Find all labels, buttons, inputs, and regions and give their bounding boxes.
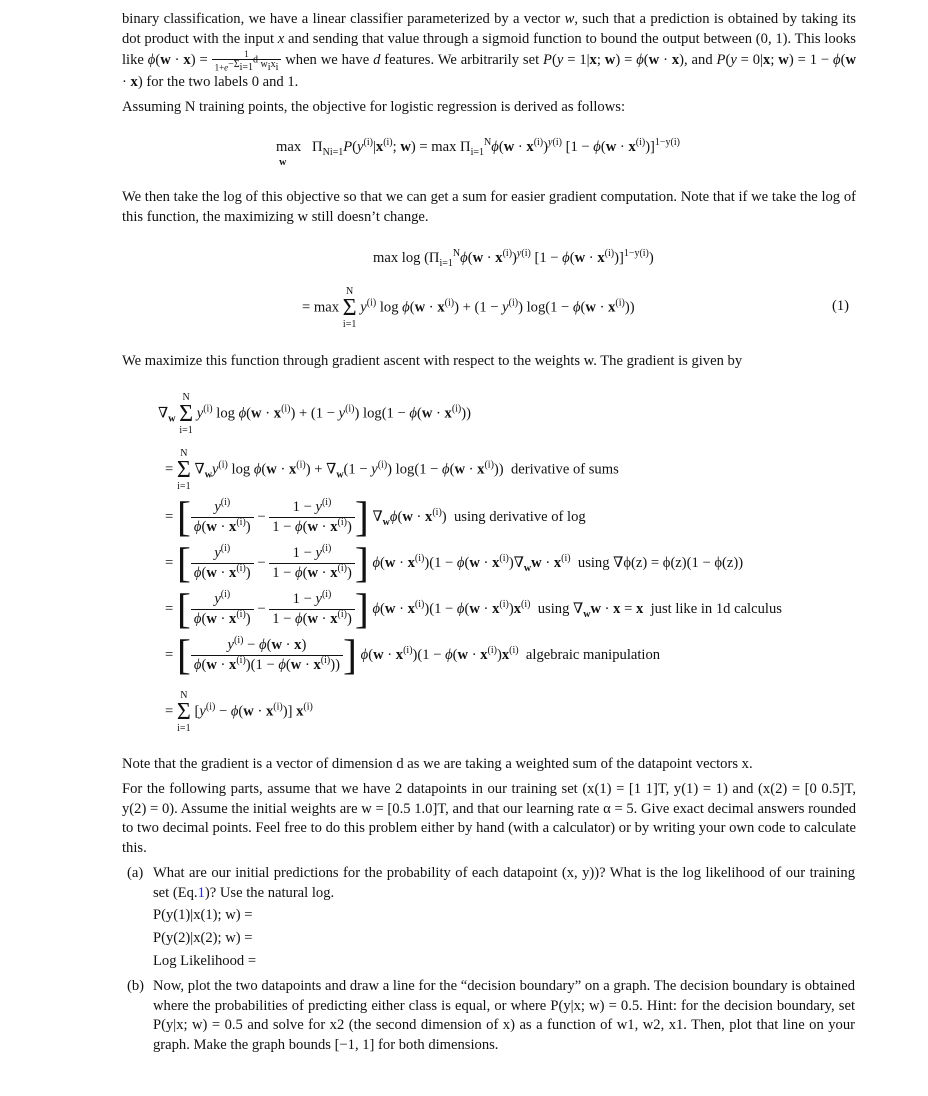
intro-line3b: when we have (285, 52, 370, 69)
note-paragraph (122, 755, 856, 775)
part-a-label: (a) (127, 865, 144, 881)
fraction: $\frac{1 - y^{(i)}}{1 - \phi(w \cdot x^{(i)})}$ (269, 498, 355, 537)
sum-symbol: N Σ i=1 (176, 448, 191, 492)
part-a-text: What are our initial predictions for the probability of each datapoint (x, y))? What is the log likelihood of our training set (Eq. (153, 865, 855, 901)
intro-paragraph: binary classification, we have a linear classifier parameterized by a vector w, such that a prediction is obtained by taking its dot product with the input x and sending that value through a sigmoid function to bound the output between (0, 1). This looks like ϕ(w · x) = $\frac{1}{1+e^{-\Sigma_{i=1}^d w_ix_i}}$ when we have d features. We arbitrarily set P(y = 1|x; w) = ϕ(w · x), and P(y = 0|x; w) = 1 − ϕ(w · x) for the two labels 0 and 1. (122, 11, 856, 90)
fraction: $\frac{1 - y^{(i)}}{1 - \phi(w \cdot x^{(i)})}$ (269, 590, 355, 629)
intro-line3a: between (0, 1). This looks like (122, 30, 856, 69)
intro-line4: and (691, 52, 713, 69)
step-note-4: just like in 1d calculus (650, 600, 782, 617)
part-b-text: Now, plot the two datapoints and draw a line for the “decision boundary” on a graph. The decision boundary is obtained where the probabilities of predicting either class is equal, or where P(y|x; w) = 0.5. Hint: for the decision boundary, set P(y|x; w) = 0.5 and solve for x2 (the second dimension of x) as a function of w1, w2, x1. Then, plot that line on your graph. Make the graph bounds [−1, 1] for both dimensions. (153, 978, 855, 1053)
intro-line2b: and sending that value through a sigmoid function to bound the output (287, 30, 700, 47)
log-paragraph (122, 188, 856, 227)
step-note-4a: using ∇ (537, 600, 584, 617)
sum-symbol: N Σ i=1 (176, 690, 191, 734)
setup-paragraph (122, 780, 856, 858)
answer-field-p2: P(y(2)|x(2); w) = (153, 930, 253, 946)
gradient-line-3: = [ $\frac{y^{(i)}}{\phi(w \cdot x^{(i)})}$ − $\frac{1 - y^{(i)}}{1 - \phi(w \cdot x^{(i)})}$ ] $\phi(w \cdot x^{(i)})(1 - \phi(w \cdot x^{(i)})\nabla_ww \cdot x^{(i)}$ using ∇ϕ(z) = ϕ(z)(1 − ϕ(z)) (165, 540, 744, 587)
answer-field-log-likelihood: Log Likelihood = (153, 953, 257, 969)
intro-line1b: , such that a prediction is obtained (574, 11, 779, 27)
intro-line3c: features. We arbitrarily set (384, 52, 540, 69)
part-a-text-end: )? Use the natural log. (204, 884, 335, 901)
equation-number: (1) (832, 298, 850, 314)
part-b-label: (b) (127, 978, 145, 994)
sum-symbol: N Σ i=1 (342, 286, 357, 330)
intro-line2: by taking its dot product with the input (122, 11, 856, 47)
sigmoid-fraction: $\frac{1}{1+e^{-\Sigma_{i=1}^d w_ix_i}}$ (212, 49, 282, 72)
fraction: $\frac{y^{(i)}}{\phi(w \cdot x^{(i)})}$ (191, 544, 254, 583)
gradient-text: We maximize this function through gradient ascent with respect to the weights w. The gradient is given by (122, 353, 743, 369)
intro-line1: binary classification, we have a linear classifier parameterized by a vector (122, 11, 561, 27)
step-note-1: derivative of sums (510, 461, 619, 478)
note-text: Note that the gradient is a vector of dimension d as we are taking a weighted sum of the datapoint vectors x. (122, 756, 753, 772)
fraction: $\frac{y^{(i)} - \phi(w \cdot x)}{\phi(w \cdot x^{(i)})(1 - \phi(w \cdot x^{(i)}))}$ (191, 636, 343, 675)
equation-reference-link[interactable]: 1 (197, 884, 205, 901)
part-a (127, 864, 855, 903)
step-note-2: using derivative of log (453, 508, 586, 525)
log-sum-equation: = max N Σ i=1 $y^{(i)}$ $\log \phi(w \cdot x^{(i)}) + (1 - y^{(i)})$ $\log(1 - \phi(w \cdot x^{(i)}))$ (302, 286, 635, 330)
answer-field-p1: P(y(1)|x(1); w) = (153, 907, 253, 923)
gradient-line-6: = N Σ i=1 $[y^{(i)} - \phi(w \cdot x^{(i)})]$ $x^{(i)}$ (165, 690, 313, 734)
likelihood-equation: $\max_w \Pi^N_{i=1}P(y^{(i)}|x^{(i)}$; $w) = \max \Pi_{i=1}^N\phi(w \cdot x^{(i)})^{y(i)}$ $[1 - \phi(w \cdot x^{(i)})]^{1-y(i)}$ (276, 137, 680, 168)
setup-text: For the following parts, assume that we have 2 datapoints in our training set (x(1) = [1 1]T, y(1) = 1) and (x(2) = [0 0.5]T, y(2) = 0). Assume the initial weights are w = [0.5 1.0]T, and that our learning rate α = 5. Give exact decimal answers rounded to two decimal points. Feel free to do this problem either by hand (with a calculator) or by writing your own code to calculate this. (122, 781, 856, 856)
step-note-3: using ∇ϕ(z) = ϕ(z)(1 − ϕ(z)) (577, 554, 744, 571)
log-text: We then take the log of this objective so that we can get a sum for easier gradient computation. Note that if we take the log of this function, the maximizing w still doesn’t change. (122, 189, 856, 225)
part-a-body (153, 864, 855, 903)
fraction: $\frac{1 - y^{(i)}}{1 - \phi(w \cdot x^{(i)})}$ (269, 544, 355, 583)
assume-text: Assuming N training points, the objective for logistic regression is derived as follows: (122, 99, 625, 115)
gradient-line-0: $\nabla_w$ N Σ i=1 $y^{(i)}$ $\log \phi(w \cdot x^{(i)}) + (1 - y^{(i)})$ $\log(1 - \phi(w \cdot x^{(i)}))$ (158, 392, 472, 436)
gradient-paragraph (122, 352, 856, 372)
intro-line4b: for the two labels 0 and 1. (146, 73, 299, 90)
part-b (127, 977, 855, 1055)
gradient-line-5: = [ $\frac{y^{(i)} - \phi(w \cdot x)}{\phi(w \cdot x^{(i)})(1 - \phi(w \cdot x^{(i)}))}$ ] $\phi(w \cdot x^{(i)})(1 - \phi(w \cdot x^{(i)})x^{(i)}$ algebraic manipulation (165, 632, 661, 679)
fraction: $\frac{y^{(i)}}{\phi(w \cdot x^{(i)})}$ (191, 498, 254, 537)
step-note-5: algebraic manipulation (525, 646, 661, 663)
gradient-line-4: = [ $\frac{y^{(i)}}{\phi(w \cdot x^{(i)})}$ − $\frac{1 - y^{(i)}}{1 - \phi(w \cdot x^{(i)})}$ ] $\phi(w \cdot x^{(i)})(1 - \phi(w \cdot x^{(i)})x^{(i)}$ using $\nabla_ww \cdot x = x$ just like in 1d calculus (165, 586, 782, 633)
gradient-line-1: = N Σ i=1 $\nabla_wy^{(i)}$ $\log \phi(w \cdot x^{(i)}) + \nabla_w(1 - y^{(i)})$ $\log(1 - \phi(w \cdot x^{(i)}))$ derivative of sums (165, 448, 619, 492)
sum-symbol: N Σ i=1 (179, 392, 194, 436)
log-objective-equation: $\max \log (\Pi_{i=1}^N\phi(w \cdot x^{(i)})^{y(i)}$ $[1 - \phi(w \cdot x^{(i)})]^{1-y(i)}$) (373, 248, 654, 269)
gradient-line-2: = [ $\frac{y^{(i)}}{\phi(w \cdot x^{(i)})}$ − $\frac{1 - y^{(i)}}{1 - \phi(w \cdot x^{(i)})}$ ] $\nabla_w\phi(w \cdot x^{(i)})$ using derivative of log (165, 494, 586, 541)
fraction: $\frac{y^{(i)}}{\phi(w \cdot x^{(i)})}$ (191, 590, 254, 629)
assume-paragraph (122, 98, 856, 118)
